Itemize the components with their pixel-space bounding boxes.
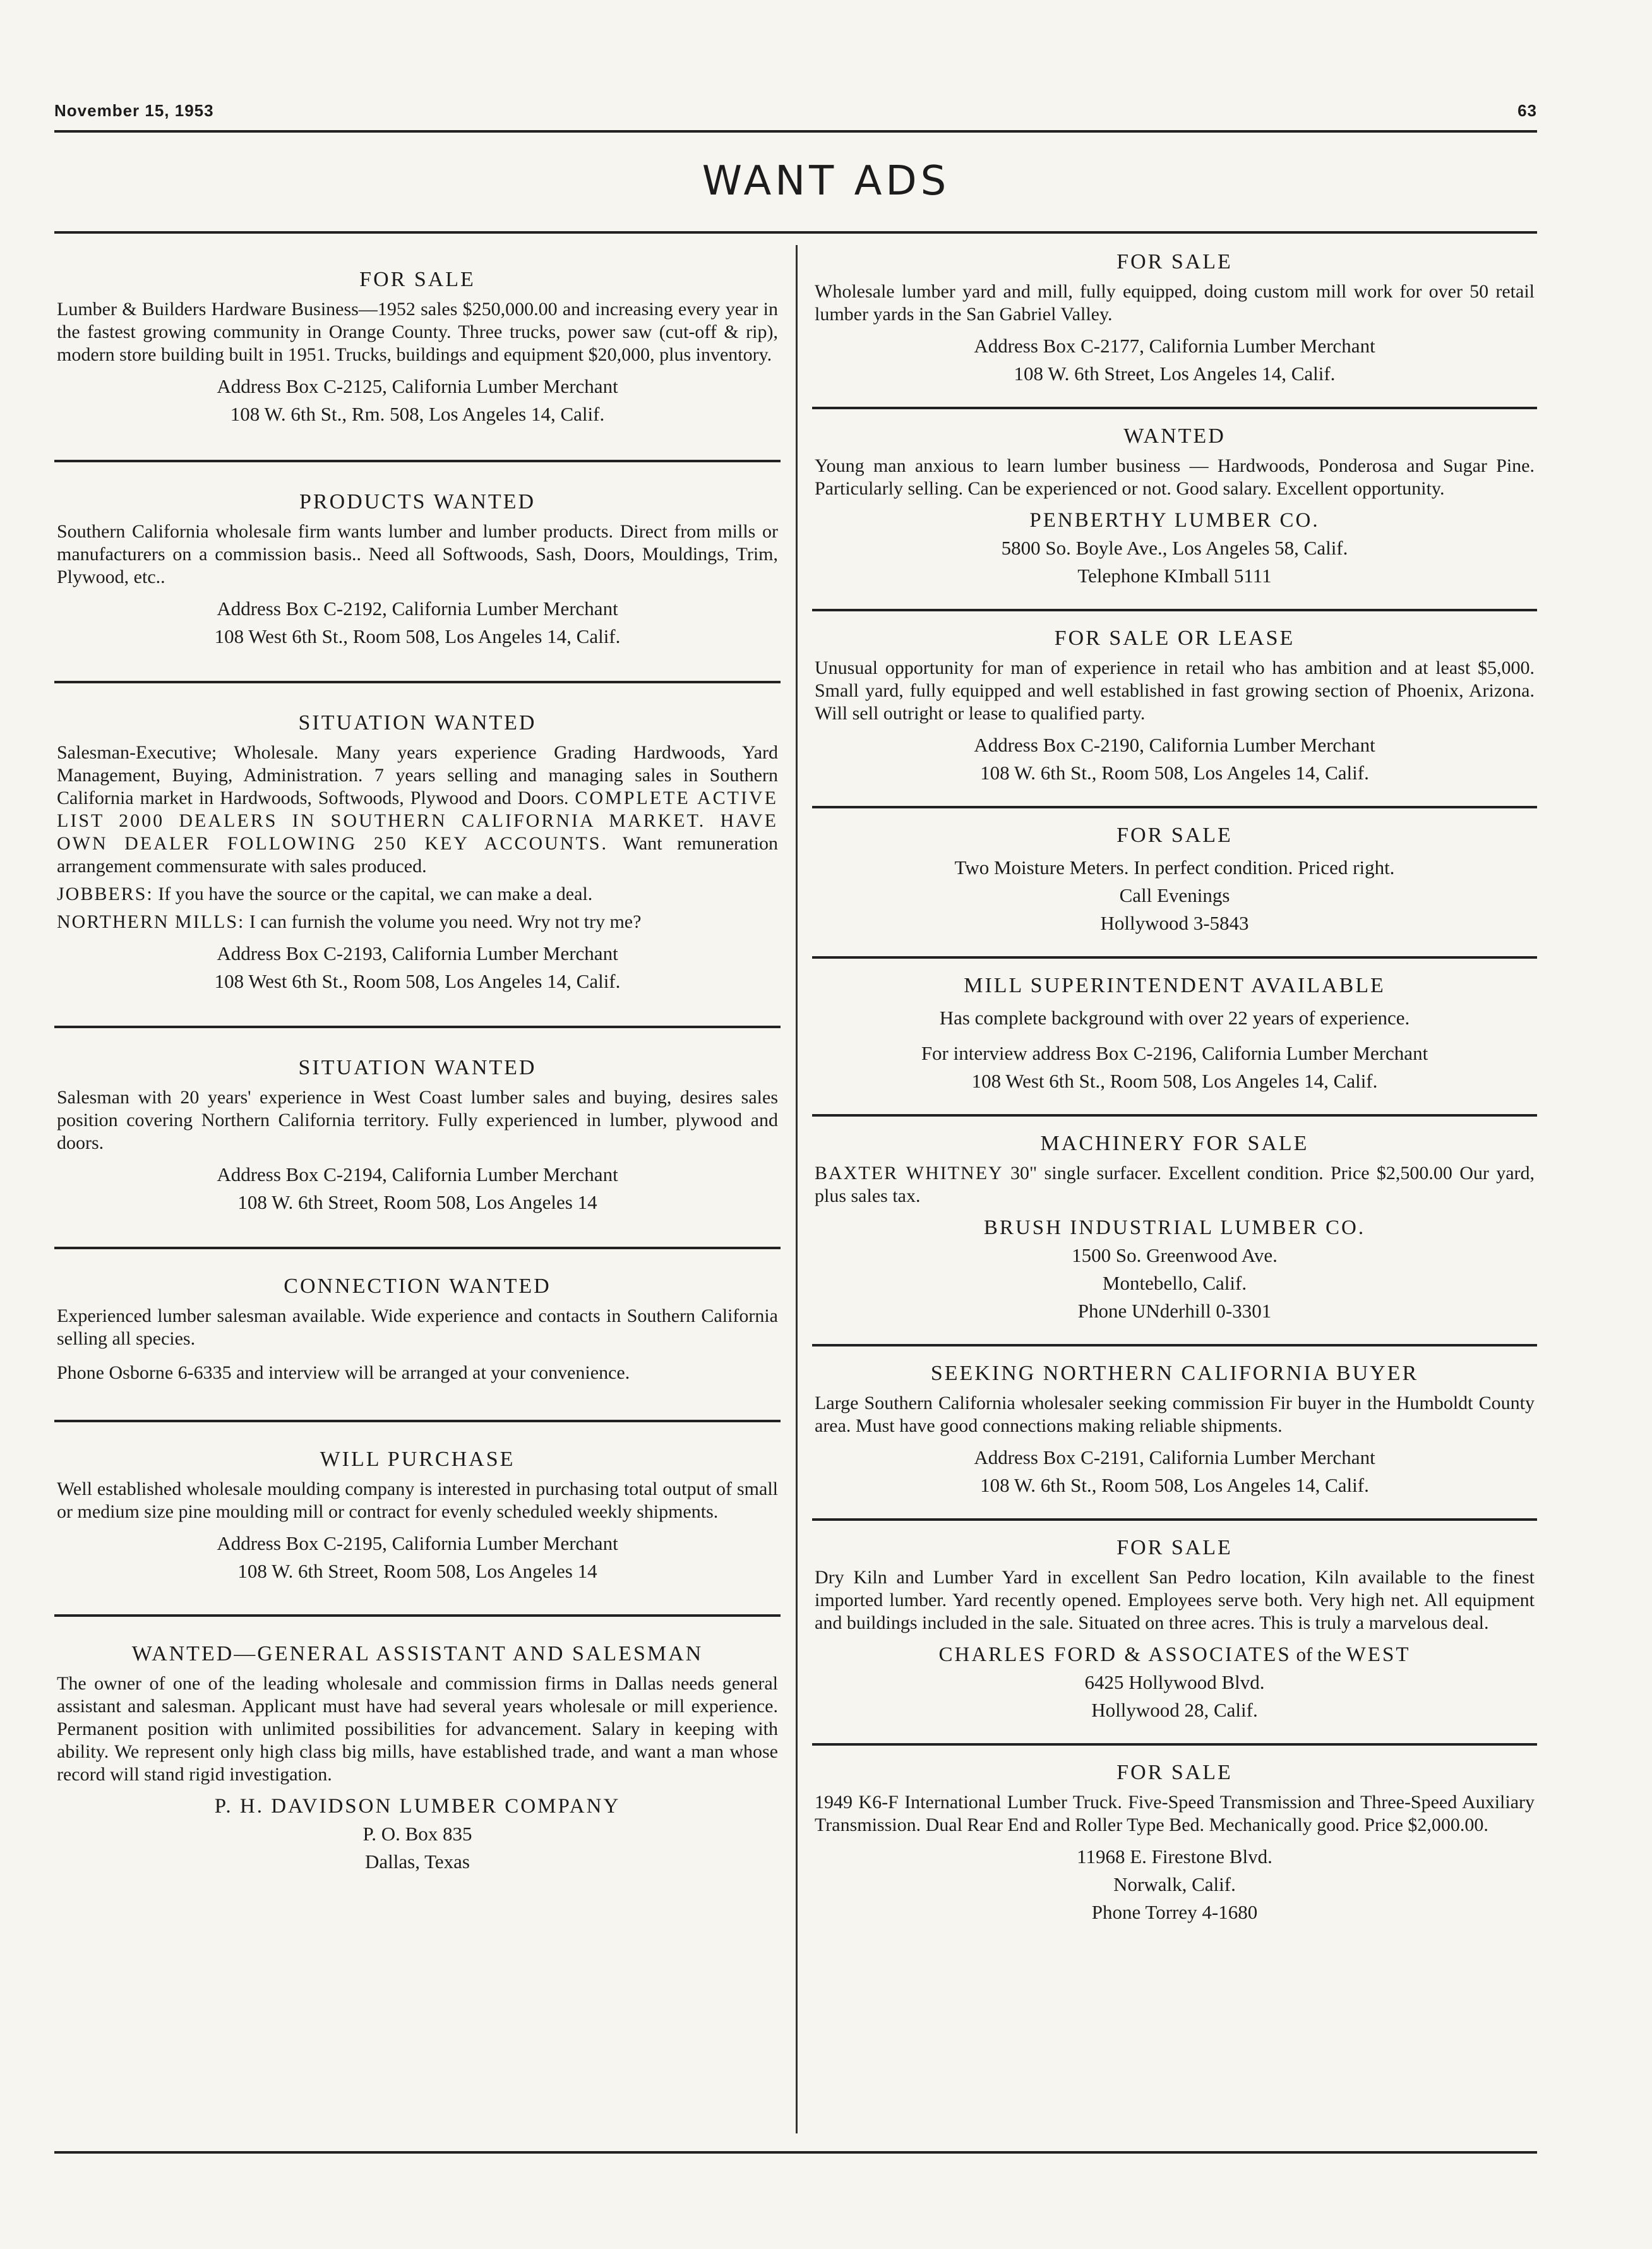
bottom-rule bbox=[54, 2151, 1537, 2154]
ad-body bbox=[57, 741, 778, 878]
ad-contact-line: Address Box C-2190, California Lumber Merchant bbox=[974, 734, 1375, 756]
ad-for-sale-or-lease bbox=[812, 609, 1537, 806]
ad-contact-line: 108 W. 6th St., Rm. 508, Los Angeles 14, Calif. bbox=[230, 403, 605, 425]
ad-mills-paragraph bbox=[57, 911, 778, 933]
ad-heading: WILL PURCHASE bbox=[320, 1448, 515, 1471]
ad-heading: FOR SALE bbox=[1116, 1536, 1233, 1559]
ad-firm-name: P. H. DAVIDSON LUMBER COMPANY bbox=[214, 1795, 621, 1818]
ad-situation-wanted-executive bbox=[54, 681, 781, 1026]
ad-heading: FOR SALE bbox=[1116, 1761, 1233, 1784]
ad-contact-line: P. O. Box 835 bbox=[362, 1823, 472, 1845]
ad-contact-line: Phone Torrey 4-1680 bbox=[1091, 1901, 1258, 1923]
ad-contact-line: Norwalk, Calif. bbox=[1113, 1873, 1236, 1895]
ad-contact-line: Two Moisture Meters. In perfect condition. Priced right. bbox=[954, 856, 1395, 879]
machinery-text: 30" single surfacer. Excellent condition. Price $2,500.00 Our yard, plus sales tax. bbox=[815, 1163, 1535, 1206]
ad-body: Has complete background with over 22 years of experience. bbox=[939, 1007, 1410, 1029]
ad-wanted-young-man bbox=[812, 407, 1537, 609]
ad-body-caps: COMPLETE ACTIVE LIST 2000 DEALERS IN SOUTHERN CALIFORNIA MARKET. HAVE OWN DEALER FOLLOWING 250 KEY ACCOUNTS. bbox=[57, 788, 778, 854]
ad-contact-line: 108 West 6th St., Room 508, Los Angeles 14, Calif. bbox=[214, 970, 621, 992]
mills-lead: NORTHERN MILLS: bbox=[57, 911, 245, 932]
ad-heading: SITUATION WANTED bbox=[298, 1056, 537, 1079]
ad-contact-line: 11968 E. Firestone Blvd. bbox=[1077, 1845, 1272, 1868]
machinery-lead: BAXTER WHITNEY bbox=[815, 1163, 1003, 1184]
ad-body: Southern California wholesale firm wants lumber and lumber products. Direct from mills or manufacturers on a commission basis.. Need all Softwoods, Sash, Doors, Mouldings, Trim, Plywood, etc.. bbox=[57, 521, 778, 587]
page-title: WANT ADS bbox=[702, 158, 950, 205]
title-rule bbox=[54, 231, 1537, 234]
ad-contact-line: 108 West 6th St., Room 508, Los Angeles 14, Calif. bbox=[971, 1070, 1378, 1092]
ad-contact-line: For interview address Box C-2196, California Lumber Merchant bbox=[921, 1042, 1428, 1064]
ad-machinery-for-sale bbox=[812, 1114, 1537, 1344]
ad-body bbox=[815, 1162, 1535, 1208]
ad-body: Unusual opportunity for man of experience in retail who has ambition and at least $5,000. Small yard, fully equipped and well established in fast growing section of Phoenix, Arizona. Will sell outright or lease to qualified party. bbox=[815, 657, 1535, 724]
ad-for-sale-lumber-yard bbox=[812, 235, 1537, 407]
ad-firm-suffix: of the bbox=[1296, 1643, 1341, 1665]
ad-for-sale-truck bbox=[812, 1743, 1537, 1926]
ad-body-end: Want remuneration arrangement commensurate with sales produced. bbox=[57, 833, 779, 877]
ad-products-wanted bbox=[54, 460, 781, 681]
ad-contact-line: Hollywood 3-5843 bbox=[1100, 912, 1249, 934]
ad-heading: FOR SALE bbox=[1116, 824, 1233, 847]
left-column bbox=[54, 235, 781, 1876]
ad-body: Phone Osborne 6-6335 and interview will be arranged at your convenience. bbox=[57, 1362, 630, 1383]
ad-body-intro: Salesman-Executive; Wholesale. Many years experience Grading Hardwoods, Yard Management, Buying, Administration. 7 years selling and managing sales in Southern California market in Hardwoods, Softwoods, Plywood and Doors. bbox=[57, 742, 778, 808]
column-divider bbox=[796, 245, 798, 2133]
ad-firm-end: WEST bbox=[1346, 1643, 1411, 1666]
ad-heading: WANTED—GENERAL ASSISTANT AND SALESMAN bbox=[131, 1642, 703, 1665]
ad-contact-line: Address Box C-2191, California Lumber Merchant bbox=[974, 1446, 1375, 1468]
ad-seeking-buyer bbox=[812, 1344, 1537, 1518]
ad-contact-line: Call Evenings bbox=[1119, 884, 1230, 906]
ad-heading: WANTED bbox=[1123, 424, 1226, 448]
ad-for-sale-dry-kiln bbox=[812, 1518, 1537, 1743]
ad-contact-line: Address Box C-2192, California Lumber Merchant bbox=[217, 597, 618, 620]
ad-contact-line: Dallas, Texas bbox=[365, 1850, 470, 1873]
ad-connection-wanted bbox=[54, 1247, 781, 1420]
ad-contact-line: 108 West 6th St., Room 508, Los Angeles 14, Calif. bbox=[214, 625, 621, 647]
ad-heading: FOR SALE bbox=[359, 268, 476, 291]
ad-contact-line: 108 W. 6th Street, Los Angeles 14, Calif. bbox=[1014, 363, 1336, 385]
ad-general-assistant bbox=[54, 1614, 781, 1876]
ad-body: Large Southern California wholesaler seeking commission Fir buyer in the Humboldt County area. Must have good connections making reliable shipments. bbox=[815, 1393, 1535, 1436]
ad-contact-line: Address Box C-2193, California Lumber Merchant bbox=[217, 942, 618, 964]
header-rule bbox=[54, 130, 1537, 133]
ad-body: Well established wholesale moulding company is interested in purchasing total output of small or medium size pine moulding mill or contract for evenly scheduled weekly shipments. bbox=[57, 1478, 778, 1522]
jobbers-text: If you have the source or the capital, we can make a deal. bbox=[158, 884, 593, 904]
issue-date: November 15, 1953 bbox=[54, 101, 214, 120]
ad-contact-line: Montebello, Calif. bbox=[1102, 1272, 1247, 1294]
ad-firm-name: PENBERTHY LUMBER CO. bbox=[1029, 509, 1320, 532]
ad-contact-line: 108 W. 6th Street, Room 508, Los Angeles 14 bbox=[237, 1560, 597, 1582]
ad-heading: MACHINERY FOR SALE bbox=[1040, 1132, 1309, 1155]
jobbers-lead: JOBBERS: bbox=[57, 884, 153, 904]
ad-heading: FOR SALE bbox=[1116, 250, 1233, 273]
ad-contact-line: Address Box C-2195, California Lumber Merchant bbox=[217, 1532, 618, 1554]
ad-contact-line: 108 W. 6th St., Room 508, Los Angeles 14, Calif. bbox=[980, 1474, 1369, 1496]
running-header bbox=[54, 101, 1537, 121]
ad-for-sale-moisture-meters bbox=[812, 806, 1537, 956]
ad-body: Wholesale lumber yard and mill, fully equipped, doing custom mill work for over 50 retail lumber yards in the San Gabriel Valley. bbox=[815, 281, 1535, 325]
ad-heading: SITUATION WANTED bbox=[298, 711, 537, 735]
mills-text: I can furnish the volume you need. Wry not try me? bbox=[249, 911, 642, 932]
ad-contact-line: Telephone KImball 5111 bbox=[1077, 565, 1272, 587]
ad-body: Dry Kiln and Lumber Yard in excellent San Pedro location, Kiln available to the finest imported lumber. Yard recently opened. Employees serve both. Very high net. All equipment and buildings included in the sale. Situated on three acres. This is truly a marvelous deal. bbox=[815, 1567, 1535, 1633]
ad-contact-line: Hollywood 28, Calif. bbox=[1091, 1699, 1258, 1721]
ad-body: Experienced lumber salesman available. Wide experience and contacts in Southern California selling all species. bbox=[57, 1305, 778, 1349]
ad-body: The owner of one of the leading wholesale and commission firms in Dallas needs general assistant and salesman. Applicant must have had several years wholesale or mill experience. Permanent position with unlimited possibilities for advancement. Salary in keeping with ability. We represent only high class big mills, have established trade, and want a man whose record will stand rigid investigation. bbox=[57, 1673, 778, 1785]
ad-contact-line: 108 W. 6th Street, Room 508, Los Angeles 14 bbox=[237, 1191, 597, 1213]
ad-heading: SEEKING NORTHERN CALIFORNIA BUYER bbox=[930, 1362, 1419, 1385]
page-number: 63 bbox=[1517, 101, 1537, 120]
ad-heading: PRODUCTS WANTED bbox=[299, 490, 536, 513]
ad-body: Lumber & Builders Hardware Business—1952 sales $250,000.00 and increasing every year in the fastest growing community in Orange County. Three trucks, power saw (cut-off & rip), modern store building built in 1951. Trucks, buildings and equipment $20,000, plus inventory. bbox=[57, 299, 778, 365]
ad-will-purchase bbox=[54, 1420, 781, 1614]
ad-contact-line: 108 W. 6th St., Room 508, Los Angeles 14, Calif. bbox=[980, 762, 1369, 784]
ad-situation-wanted-salesman bbox=[54, 1026, 781, 1247]
ad-body: Young man anxious to learn lumber business — Hardwoods, Ponderosa and Sugar Pine. Particularly selling. Can be experienced or not. Good salary. Excellent opportunity. bbox=[815, 455, 1535, 499]
ad-heading: FOR SALE OR LEASE bbox=[1054, 627, 1295, 650]
ad-contact-line: 5800 So. Boyle Ave., Los Angeles 58, Calif. bbox=[1001, 537, 1348, 559]
ad-contact-line: 6425 Hollywood Blvd. bbox=[1084, 1671, 1265, 1693]
ad-for-sale-hardware bbox=[54, 235, 781, 460]
ad-firm-name: CHARLES FORD & ASSOCIATES bbox=[938, 1643, 1291, 1666]
ad-firm-name: BRUSH INDUSTRIAL LUMBER CO. bbox=[983, 1216, 1366, 1239]
ad-contact-line: 1500 So. Greenwood Ave. bbox=[1072, 1244, 1278, 1266]
ad-heading: CONNECTION WANTED bbox=[284, 1274, 551, 1298]
ad-heading: MILL SUPERINTENDENT AVAILABLE bbox=[964, 974, 1386, 997]
ad-mill-superintendent bbox=[812, 956, 1537, 1114]
ad-body: 1949 K6-F International Lumber Truck. Five-Speed Transmission and Three-Speed Auxiliary Transmission. Dual Rear End and Roller Type Bed. Mechanically good. Price $2,000.00. bbox=[815, 1792, 1535, 1835]
ad-contact-line: Phone UNderhill 0-3301 bbox=[1077, 1300, 1272, 1322]
right-column bbox=[812, 235, 1537, 1926]
ad-firm-line bbox=[815, 1641, 1535, 1669]
ad-contact-line: Address Box C-2177, California Lumber Merchant bbox=[974, 335, 1375, 357]
ad-contact-line: Address Box C-2125, California Lumber Merchant bbox=[217, 375, 618, 397]
ad-contact-line: Address Box C-2194, California Lumber Merchant bbox=[217, 1163, 618, 1185]
ad-body: Salesman with 20 years' experience in West Coast lumber sales and buying, desires sales position covering Northern California territory. Fully experienced in lumber, plywood and doors. bbox=[57, 1087, 778, 1153]
ad-jobbers-paragraph bbox=[57, 883, 778, 906]
